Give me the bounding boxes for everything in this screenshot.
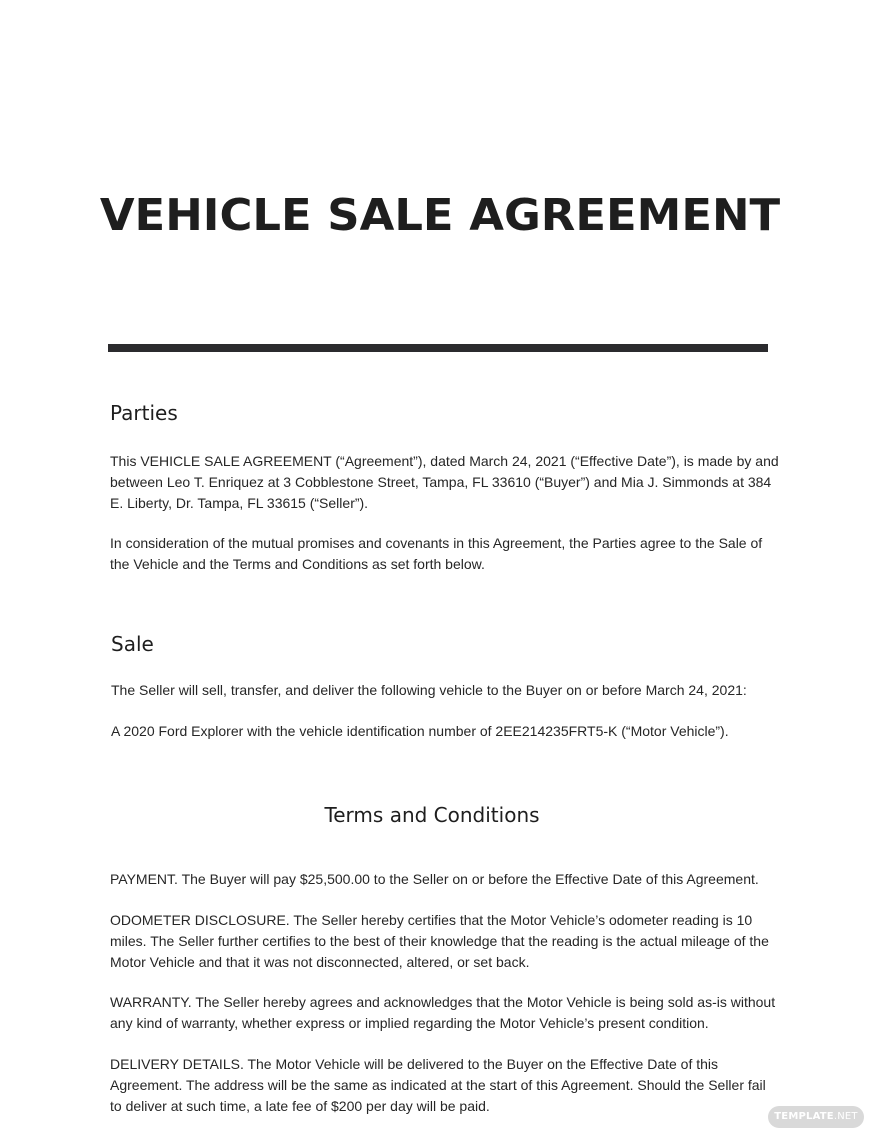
template-net-watermark [768, 1106, 864, 1128]
terms-payment: PAYMENT. The Buyer will pay $25,500.00 to the Seller on or before the Effective Date of this Agreement. [110, 871, 759, 887]
section-heading-parties: Parties [110, 401, 178, 425]
section-heading-sale: Sale [111, 632, 154, 656]
sale-paragraph-1: The Seller will sell, transfer, and deliver the following vehicle to the Buyer on or before March 24, 2021: [111, 682, 747, 698]
title-divider [108, 344, 768, 352]
terms-odometer-disclosure: ODOMETER DISCLOSURE. The Seller hereby certifies that the Motor Vehicle’s odometer reading is 10 miles. The Seller further certifies to the best of their knowledge that the reading is the actual mileage of the Motor Vehicle and that it was not disconnected, altered, or set back. [110, 912, 769, 970]
watermark-suffix: .NET [833, 1111, 858, 1122]
document-title: VEHICLE SALE AGREEMENT [99, 190, 781, 241]
watermark-brand: TEMPLATE [774, 1111, 834, 1122]
terms-warranty: WARRANTY. The Seller hereby agrees and acknowledges that the Motor Vehicle is being sold as-is without any kind of warranty, whether express or implied regarding the Motor Vehicle’s present condition. [110, 994, 776, 1031]
terms-delivery-details: DELIVERY DETAILS. The Motor Vehicle will be delivered to the Buyer on the Effective Date of this Agreement. The address will be the same as indicated at the start of this Agreement. Should the Seller fail to deliver at such time, a late fee of $200 per day will be paid. [110, 1056, 766, 1114]
section-heading-terms: Terms and Conditions [324, 803, 540, 827]
parties-paragraph-2: In consideration of the mutual promises and covenants in this Agreement, the Parties agree to the Sale of the Vehicle and the Terms and Conditions as set forth below. [110, 535, 763, 572]
parties-paragraph-1: This VEHICLE SALE AGREEMENT (“Agreement”), dated March 24, 2021 (“Effective Date”), is made by and between Leo T. Enriquez at 3 Cobblestone Street, Tampa, FL 33610 (“Buyer”) and Mia J. Simmonds at 384 E. Liberty, Dr. Tampa, FL 33615 (“Seller”). [110, 453, 779, 511]
sale-paragraph-2: A 2020 Ford Explorer with the vehicle identification number of 2EE214235FRT5-K (“Motor Vehicle”). [111, 723, 729, 739]
